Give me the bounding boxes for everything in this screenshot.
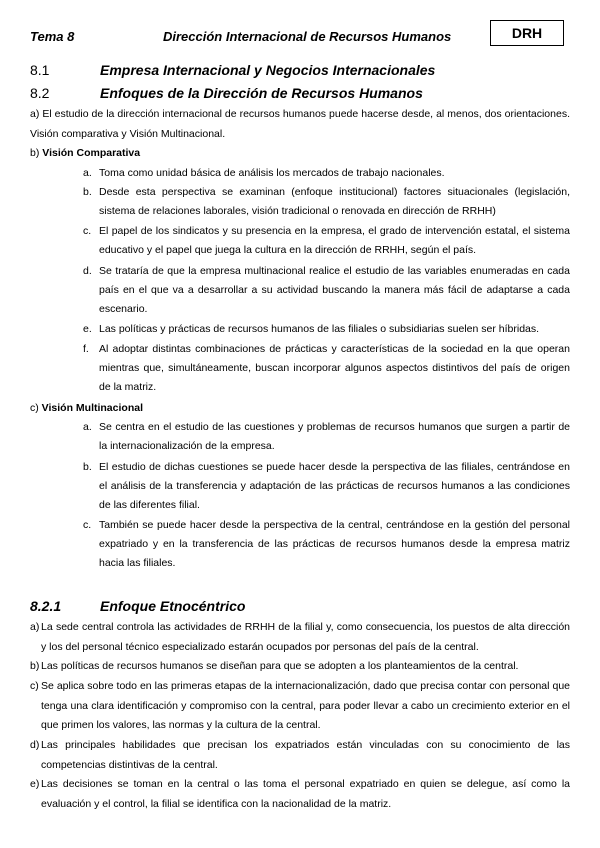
list-item (83, 516, 570, 573)
page-header (30, 26, 570, 50)
list-item (83, 262, 570, 319)
section-number: 8.2.1 (30, 598, 62, 614)
list-item (83, 340, 570, 397)
list-item (30, 736, 570, 775)
paragraph-marker: a) (30, 108, 40, 120)
list-item (30, 775, 570, 814)
paragraph-text: El estudio de la dirección internacional de recursos humanos puede hacerse desde, al menos, dos orientaciones. Visión comparativa y Visión Multinacional. (30, 108, 570, 140)
list-item-text: También se puede hacer desde la perspectiva de la central, centrándose en la gestión del personal expatriado y en la transferencia de las prácticas de recursos humanos desde la empresa matriz hacia las filiales. (99, 519, 570, 569)
subheading-marker: c) (30, 402, 39, 414)
list-item (83, 320, 570, 339)
list-item (30, 657, 570, 677)
list-item-text: El papel de los sindicatos y su presencia en la empresa, el grado de intervención estatal, el sistema educativo y el papel que juega la cultura en la dirección de RRHH, según el país. (99, 225, 570, 256)
list-marker: c) (30, 680, 39, 692)
list-item-text: Las políticas de recursos humanos se diseñan para que se adopten a los planteamientos de la central. (41, 660, 519, 672)
subheading-title: Visión Multinacional (41, 402, 143, 414)
list-item-text: Se centra en el estudio de las cuestiones y problemas de recursos humanos que surgen a partir de la internacionalización de la empresa. (99, 421, 570, 452)
section-number: 8.2 (30, 85, 50, 101)
list-marker: c. (83, 225, 92, 237)
list-item-text: La sede central controla las actividades de RRHH de la filial y, como consecuencia, los puestos de alta dirección y los del personal técnico especializado estarán ocupados por personas del país de la central. (41, 621, 570, 653)
subheading-title: Visión Comparativa (42, 147, 141, 159)
section-title: Empresa Internacional y Negocios Internacionales (100, 62, 436, 78)
list-marker: b. (83, 461, 92, 473)
section-title: Enfoques de la Dirección de Recursos Humanos (100, 85, 423, 101)
list-item-text: Se aplica sobre todo en las primeras etapas de la internacionalización, dado que precisa contar con personal que tenga una clara identificación y compromiso con la central, para poder llevar a cabo un crecimiento exterior en el que primen los valores, las normas y la cultura de la central. (41, 680, 570, 731)
list-item-text: Las principales habilidades que precisan los expatriados están vinculadas con su conocimiento de las competencias distintivas de la central. (41, 739, 570, 771)
section-number: 8.1 (30, 62, 50, 78)
list-item (83, 183, 570, 221)
list-item (30, 677, 570, 736)
list-marker: a. (83, 421, 92, 433)
list-marker: a. (83, 167, 92, 179)
multinacional-heading (30, 399, 143, 419)
subject-badge: DRH (490, 20, 564, 46)
header-title: Dirección Internacional de Recursos Humanos (163, 29, 452, 44)
list-marker: d. (83, 265, 92, 277)
list-marker: b. (83, 186, 92, 198)
list-marker: f. (83, 343, 89, 355)
list-item-text: Desde esta perspectiva se examinan (enfoque institucional) factores situacionales (legislación, sistema de relaciones laborales, visión tradicional o renovada en dirección de RRHH) (99, 186, 570, 217)
list-item-text: Las decisiones se toman en la central o las toma el personal expatriado en quien se delegue, así como la evaluación y el control, la filial se identifica con la nacionalidad de la matriz. (41, 778, 570, 810)
list-item-text: Se trataría de que la empresa multinacional realice el estudio de las variables enumeradas en cada país en el que va a desarrollar a su actividad buscando la manera más fácil de adaptarse a cada escenario. (99, 265, 570, 315)
list-item (83, 458, 570, 515)
intro-paragraph (30, 105, 570, 144)
list-marker: d) (30, 739, 40, 751)
section-title: Enfoque Etnocéntrico (100, 598, 246, 614)
list-item-text: Toma como unidad básica de análisis los mercados de trabajo nacionales. (99, 167, 445, 179)
list-item (83, 164, 570, 183)
list-marker: e) (30, 778, 40, 790)
list-item-text: Las políticas y prácticas de recursos humanos de las filiales o subsidiarias suelen ser híbridas. (99, 323, 540, 335)
list-item (83, 418, 570, 456)
subheading-marker: b) (30, 147, 40, 159)
list-item-text: El estudio de dichas cuestiones se puede hacer desde la perspectiva de las filiales, centrándose en el análisis de la transferencia y adaptación de las prácticas de recursos humanos a las condiciones de las diferentes filial. (99, 461, 570, 511)
list-marker: b) (30, 660, 40, 672)
topic-label: Tema 8 (30, 29, 75, 44)
list-item (83, 222, 570, 260)
list-marker: e. (83, 323, 92, 335)
list-marker: c. (83, 519, 92, 531)
list-item (30, 618, 570, 657)
list-item-text: Al adoptar distintas combinaciones de prácticas y características de la sociedad en la que operan mientras que, simultáneamente, buscan incorporar algunos aspectos distintivos del país de origen de la matriz. (99, 343, 570, 393)
list-marker: a) (30, 621, 40, 633)
comparativa-heading (30, 144, 140, 164)
